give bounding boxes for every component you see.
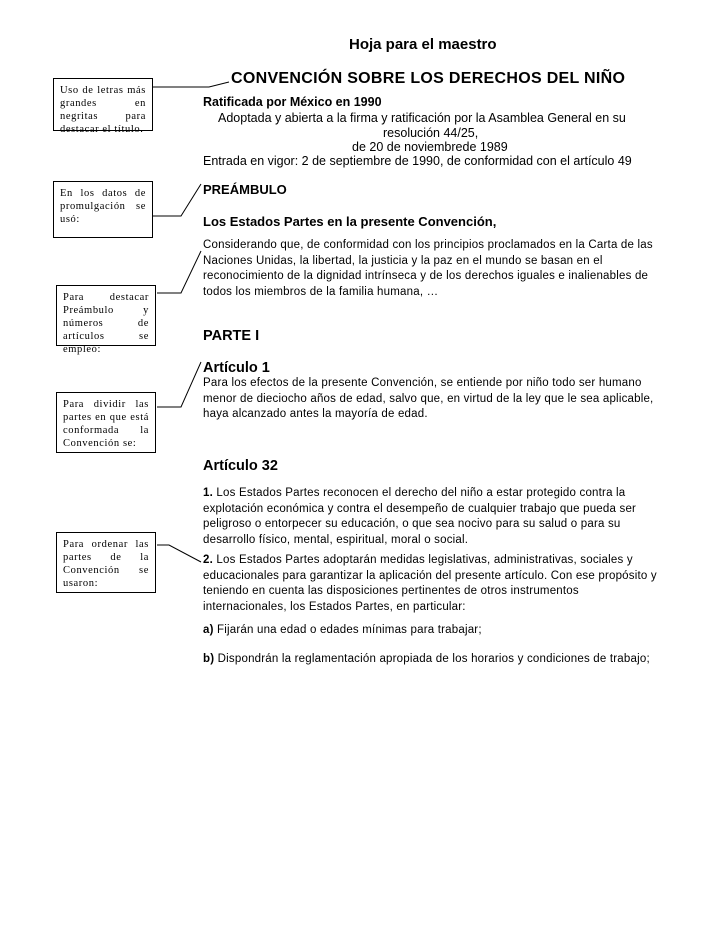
page-header-title: Hoja para el maestro <box>349 36 497 53</box>
adopted-line: Adoptada y abierta a la firma y ratificación por la Asamblea General en su <box>218 111 626 125</box>
item-a-text: Fijarán una edad o edades mínimas para trabajar; <box>217 624 482 636</box>
note-box-preamble: Para destacar Preámbulo y números de artículos se empleó: <box>56 285 156 346</box>
note-box-promulgation: En los datos de promulgación se usó: <box>53 181 153 238</box>
item-b-text: Dispondrán la reglamentación apropiada de los horarios y condiciones de trabajo; <box>217 653 650 665</box>
states-parties-heading: Los Estados Partes en la presente Convención, <box>203 214 497 229</box>
article-32-paragraph-1 <box>203 486 663 548</box>
preamble-paragraph: Considerando que, de conformidad con los principios proclamados en la Carta de las Naciones Unidas, la libertad, la justicia y la paz en el mundo se basan en el reconocimiento de la dignidad intrínseca y de los derechos iguales e inalienables de todos los miembros de la familia humana, … <box>203 239 653 298</box>
article-1-text: Para los efectos de la presente Convención, se entiende por niño todo ser humano menor de dieciocho años de edad, salvo que, en virtud de la ley que le sea aplicable, haya alcanzado antes la mayoría de edad. <box>203 377 654 420</box>
connector-title <box>153 82 229 87</box>
part-heading: PARTE I <box>203 328 260 344</box>
article-32-heading: Artículo 32 <box>203 458 278 474</box>
connector-parts <box>157 362 201 407</box>
convention-title: CONVENCIÓN SOBRE LOS DERECHOS DEL NIÑO <box>231 70 626 87</box>
article-1-heading: Artículo 1 <box>203 360 270 376</box>
preamble-heading: PREÁMBULO <box>203 182 287 197</box>
note-box-articles: Para ordenar las partes de la Convención se usaron: <box>56 532 156 593</box>
connector-preamble <box>157 251 201 293</box>
item-a <box>203 623 663 639</box>
entry-into-force-line: Entrada en vigor: 2 de septiembre de 1990, de conformidad con el artículo 49 <box>203 154 632 168</box>
article-32-paragraph-2 <box>203 553 663 615</box>
item-b-label: b) <box>203 653 215 665</box>
connector-articles <box>157 545 201 562</box>
resolution-line: resolución 44/25, <box>383 126 479 140</box>
paragraph-2-number: 2. <box>203 554 213 566</box>
item-b <box>203 652 663 668</box>
date-line: de 20 de noviembrede 1989 <box>352 140 508 154</box>
item-a-label: a) <box>203 624 214 636</box>
note-box-parts: Para dividir las partes en que está conformada la Convención se: <box>56 392 156 453</box>
paragraph-1-number: 1. <box>203 487 213 499</box>
paragraph-1-text: Los Estados Partes reconocen el derecho del niño a estar protegido contra la explotación económica y contra el desempeño de cualquier trabajo que pueda ser peligroso o entorpecer su educación, o que sea nocivo para su salud o para su desarrollo físico, mental, espiritual, moral o social. <box>203 487 637 546</box>
connector-promulgation <box>153 184 201 216</box>
ratified-line: Ratificada por México en 1990 <box>203 95 382 109</box>
paragraph-2-text: Los Estados Partes adoptarán medidas legislativas, administrativas, sociales y educacionales para garantizar la aplicación del presente artículo. Con ese propósito y teniendo en cuenta las disposiciones pertinentes de otros instrumentos internacionales, los Estados Partes, en particular: <box>203 554 657 613</box>
note-box-title: Uso de letras más grandes en negritas para destacar el título. <box>53 78 153 131</box>
